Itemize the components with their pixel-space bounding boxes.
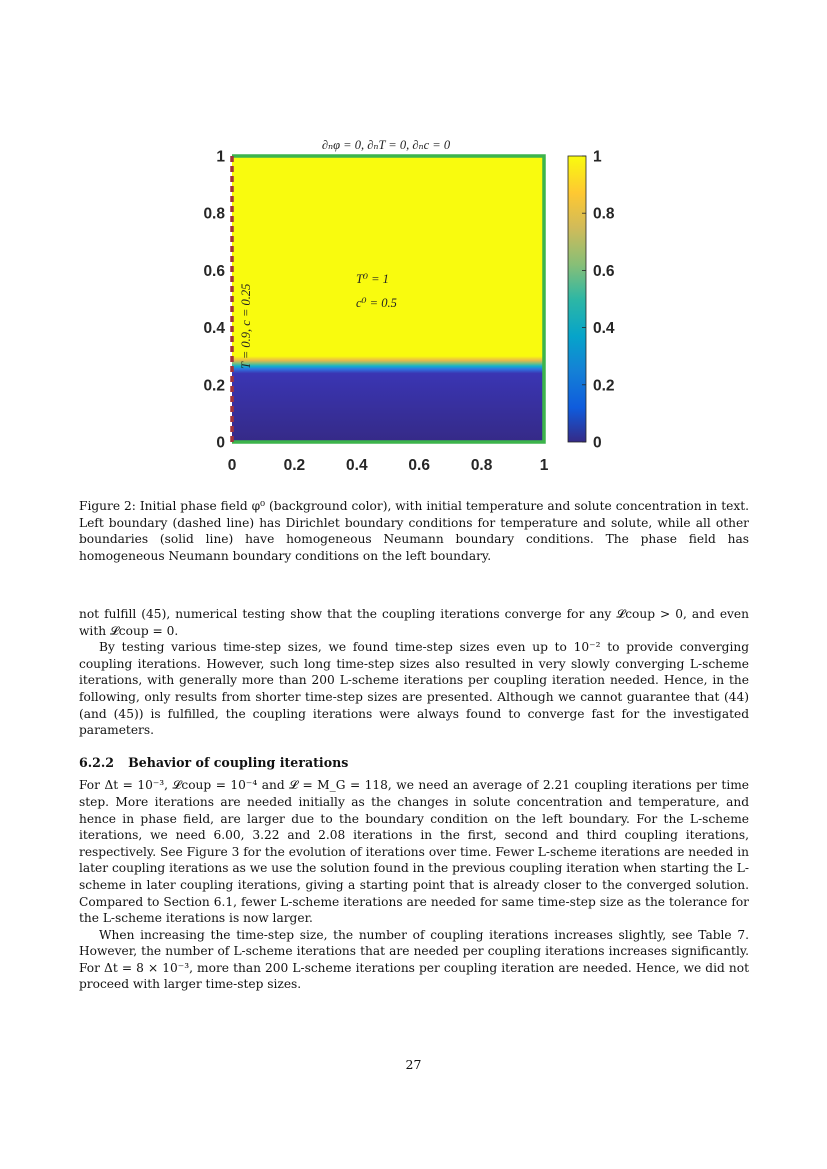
paragraph-2: By testing various time-step sizes, we found time-step sizes even up to 10⁻² to provide converging coupling iterations. However, such long time-step sizes also resulted in very slowly converging L-scheme iterations, with generally more than 200 L-scheme iterations per coupling iteration needed. Hence, in the following, only results from shorter time-step sizes are presented. Although we cannot guarantee that (44) (and (45)) is fulfilled, the coupling iterations were always found to converge fast for the investigated parameters. <box>79 640 749 738</box>
x-tick-label: 1 <box>539 457 549 474</box>
colorbar-tick-label: 1 <box>593 148 602 166</box>
page-number: 27 <box>405 1057 422 1072</box>
y-tick-label: 0.4 <box>203 320 225 338</box>
paragraph-1: not fulfill (45), numerical testing show that the coupling iterations converge for any 𝓛coup > 0, and even with 𝓛coup = 0. <box>79 607 749 638</box>
paragraph-3: For Δt = 10⁻³, 𝓛coup = 10⁻⁴ and 𝓛 = M_G = 118, we need an average of 2.21 coupling iterations per time step. More iterations are needed initially as the changes in solute concentration and temperature, and hence in phase field, are larger due to the boundary condition on the left boundary. For the L-scheme iterations, we need 6.00, 3.22 and 2.08 iterations in the first, second and third coupling iterations, respectively. See Figure 3 for the evolution of iterations over time. Fewer L-scheme iterations are needed in later coupling iterations as we use the solution found in the previous coupling iteration when starting the L-scheme in later coupling iterations, giving a starting point that is already closer to the converged solution. Compared to Section 6.1, fewer L-scheme iterations are needed for same time-step size as the tolerance for the L-scheme iterations is now larger. <box>79 778 749 926</box>
body-text <box>79 606 749 993</box>
x-tick-label: 0.6 <box>408 457 430 474</box>
section-heading <box>79 755 749 772</box>
y-tick-label: 0 <box>216 434 225 452</box>
initial-temperature-label: T⁰ = 1 <box>356 272 389 286</box>
figure-2 <box>190 130 630 475</box>
colorbar-tick-label: 0.6 <box>593 262 615 280</box>
x-tick-label: 0 <box>227 457 237 474</box>
y-axis-ticks <box>203 149 225 452</box>
y-tick-label: 1 <box>216 148 225 166</box>
colorbar-tick-label: 0.8 <box>593 205 615 223</box>
initial-concentration-label: c⁰ = 0.5 <box>356 296 397 310</box>
colorbar-tick-label: 0 <box>593 434 602 452</box>
colorbar-ticks <box>582 149 615 452</box>
colorbar <box>568 156 586 442</box>
section-number: 6.2.2 <box>79 754 115 770</box>
paragraph-4: When increasing the time-step size, the number of coupling iterations increases slightly, see Table 7. However, the number of L-scheme iterations that are needed per coupling iterations increases significantly. For Δt = 8 × 10⁻³, more than 200 L-scheme iterations per coupling iteration are needed. Hence, we did not proceed with larger time-step sizes. <box>79 927 749 992</box>
figure-caption: Figure 2: Initial phase field φ⁰ (background color), with initial temperature and solute concentration in text. Left boundary (dashed line) has Dirichlet boundary conditions for temperature and solute, while all other boundaries (solid line) have homogeneous Neumann boundary conditions. The phase field has homogeneous Neumann boundary conditions on the left boundary. <box>79 499 749 563</box>
y-tick-label: 0.6 <box>203 262 225 280</box>
left-boundary-label: T = 0.9, c = 0.25 <box>239 283 253 369</box>
x-tick-label: 0.2 <box>283 457 306 474</box>
colorbar-tick-label: 0.4 <box>593 320 615 338</box>
x-tick-label: 0.4 <box>346 457 368 474</box>
y-tick-label: 0.8 <box>203 205 225 223</box>
colorbar-tick-label: 0.2 <box>593 377 615 395</box>
top-boundary-annotation: ∂ₙφ = 0, ∂ₙT = 0, ∂ₙc = 0 <box>321 138 451 152</box>
phase-field-plot <box>190 130 630 475</box>
x-tick-label: 0.8 <box>470 457 493 474</box>
y-tick-label: 0.2 <box>203 377 225 395</box>
x-axis-ticks <box>228 457 549 474</box>
section-title: Behavior of coupling iterations <box>128 754 349 770</box>
